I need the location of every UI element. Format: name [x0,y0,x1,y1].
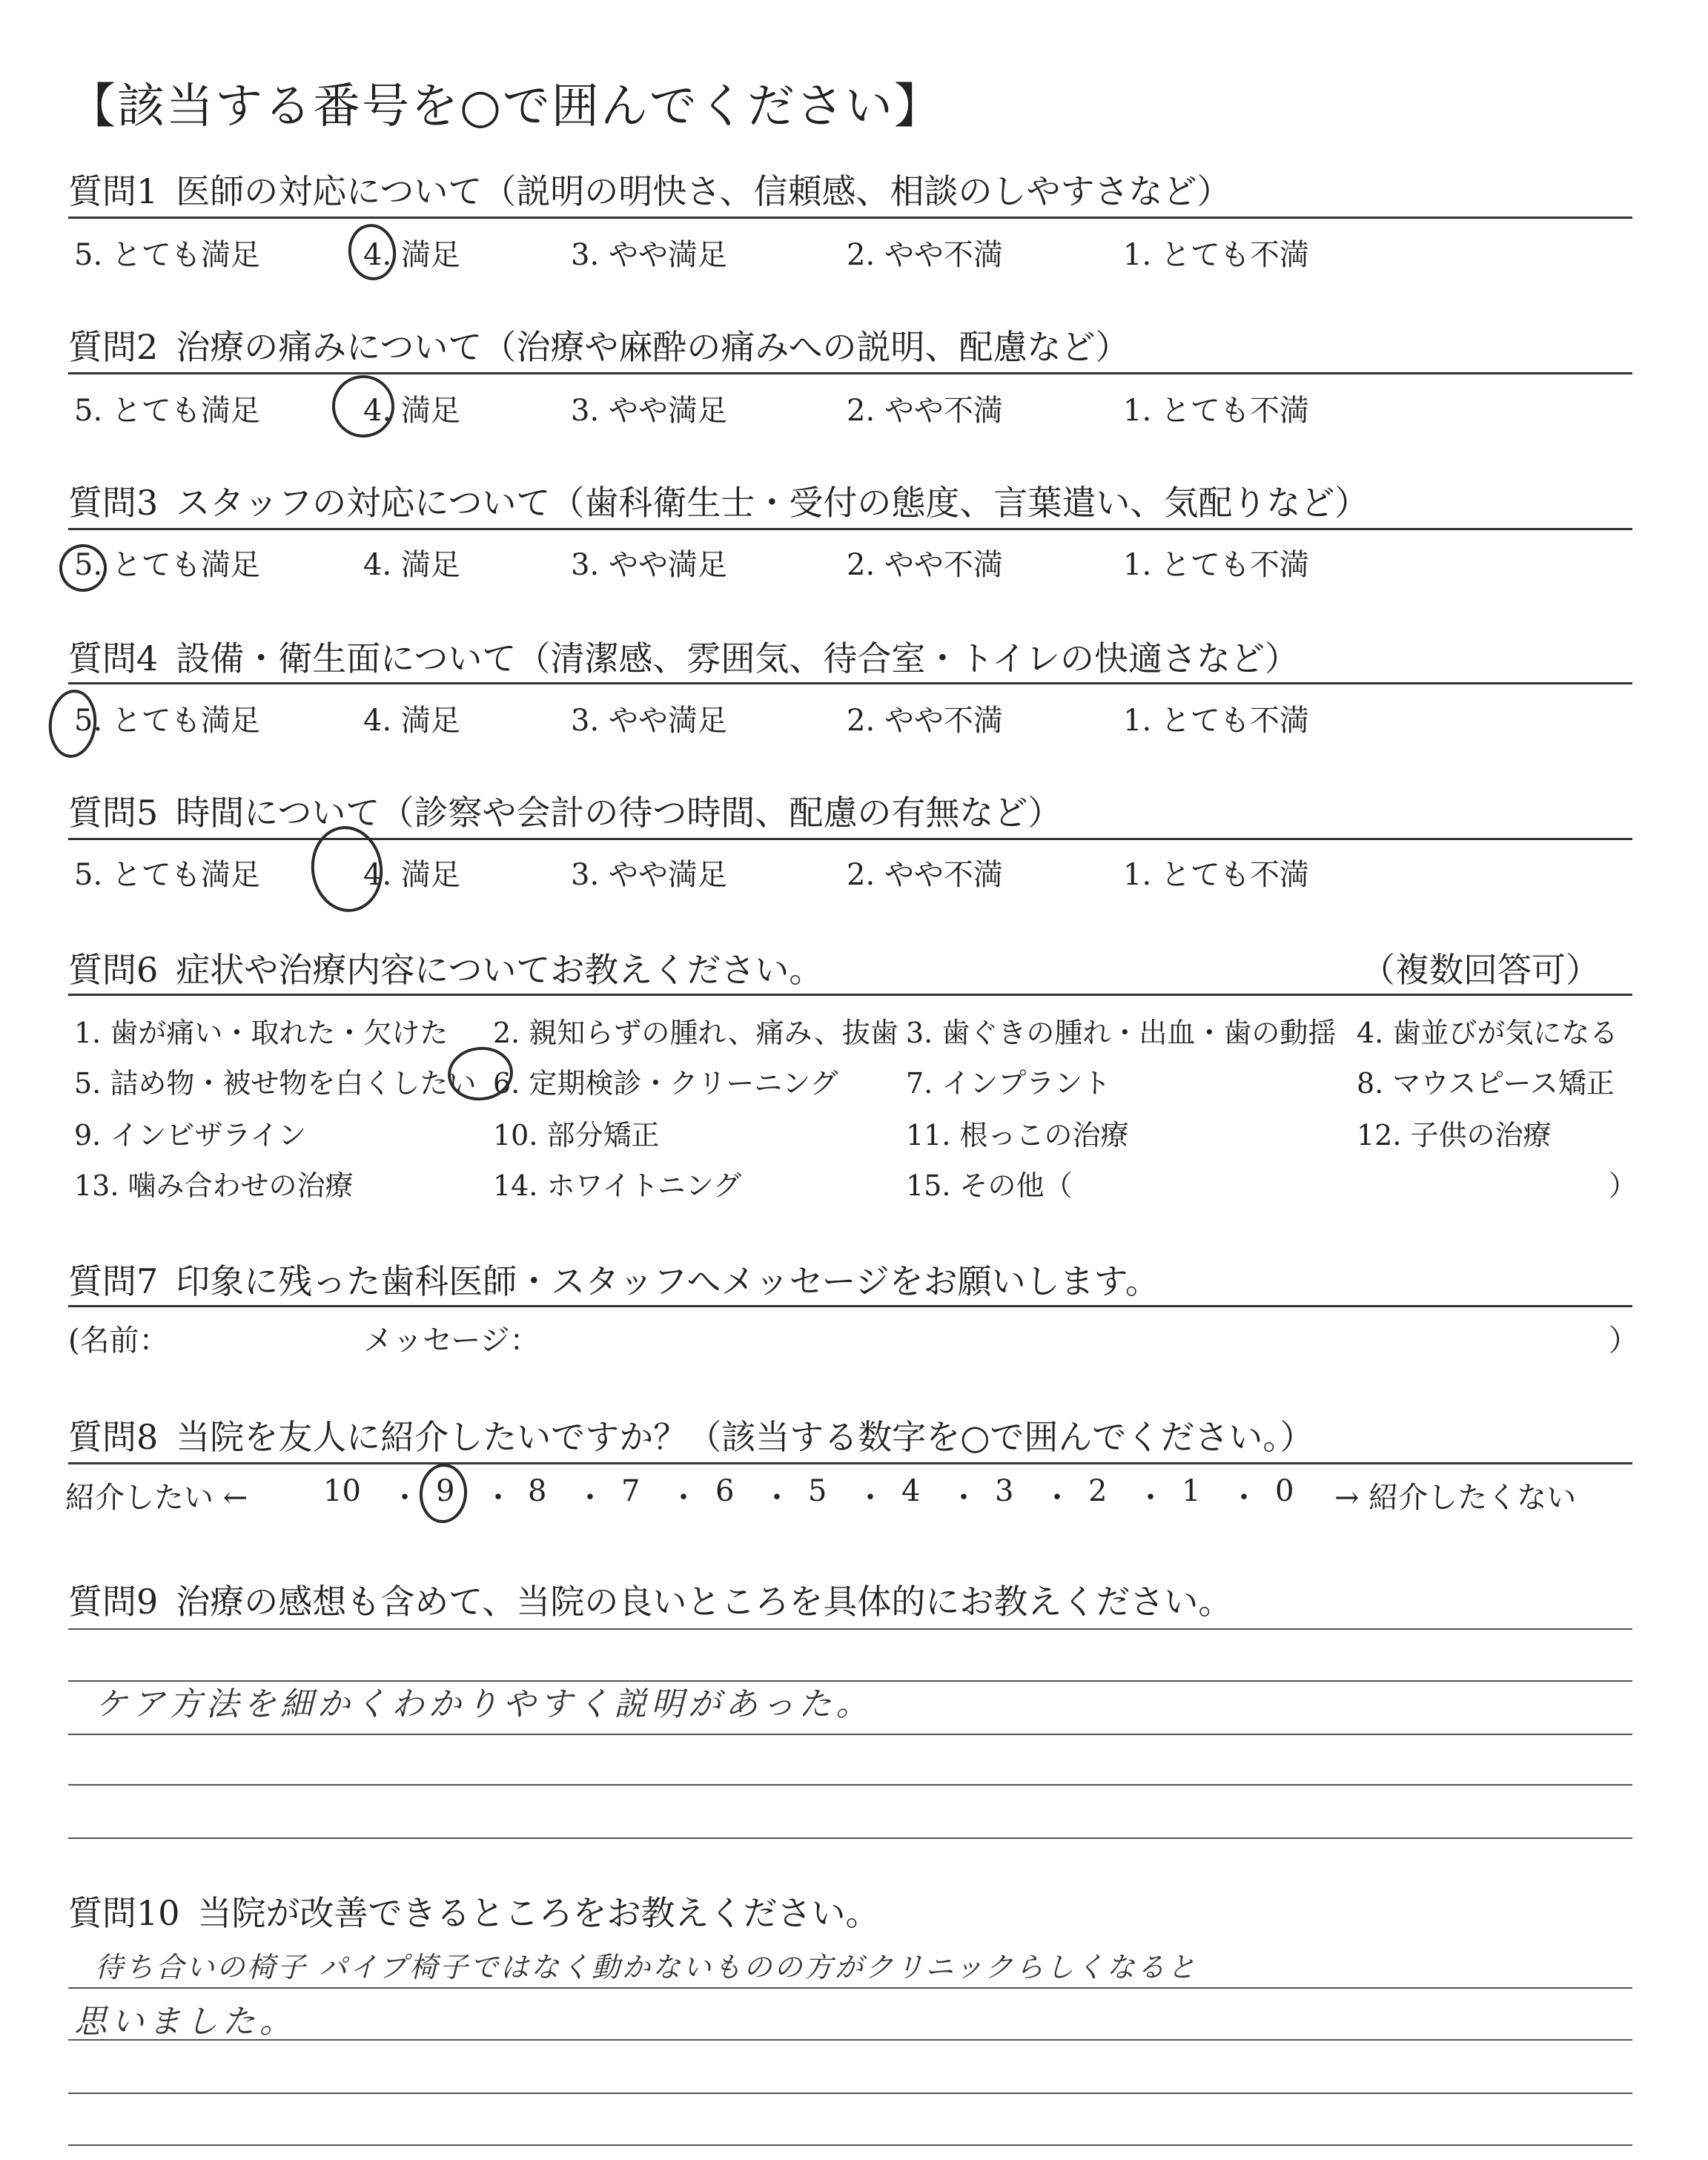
q6-option-10[interactable]: 10. 部分矯正 [493,1119,660,1152]
q3-option-1[interactable]: 1. とても不満 [1123,548,1309,582]
q8-heading [68,1410,1314,1459]
q8-left-label: 紹介したい ← [65,1481,248,1515]
q1-heading [68,165,1231,214]
q2-option-3[interactable]: 3. やや満足 [571,394,727,428]
q2-rule [68,372,1632,374]
q8-value-4[interactable]: 4 [901,1474,921,1508]
q2-heading [68,320,1129,369]
q9-number: 質問9 [68,1582,159,1622]
q5-option-3[interactable]: 3. やや満足 [571,858,727,892]
q7-message-label: メッセージ： [363,1324,540,1358]
q2-option-4[interactable]: 4. 満足 [363,394,460,428]
q4-rule [68,682,1632,684]
q8-sep: ・ [1042,1481,1072,1515]
q10-line-1 [68,1987,1632,1989]
q7-close-paren: ） [1609,1324,1638,1358]
q2-option-5[interactable]: 5. とても満足 [74,394,260,428]
q8-sep: ・ [949,1481,979,1515]
q4-option-3[interactable]: 3. やや満足 [571,704,727,738]
q6-option-15[interactable]: 15. その他（ [906,1169,1073,1202]
q6-option-3[interactable]: 3. 歯ぐきの腫れ・出血・歯の動揺 [906,1017,1337,1049]
q1-option-2[interactable]: 2. やや不満 [847,238,1003,272]
q7-heading [68,1255,1159,1304]
q8-value-7[interactable]: 7 [621,1474,640,1508]
q4-heading [68,632,1299,681]
q2-option-1[interactable]: 1. とても不満 [1123,394,1309,428]
q6-option-5[interactable]: 5. 詰め物・被せ物を白くしたい [74,1067,477,1100]
q10-line-2 [68,2039,1632,2041]
q10-answer-line-2[interactable]: 思いました。 [74,2003,297,2041]
q8-sep: ・ [669,1481,698,1515]
q1-option-3[interactable]: 3. やや満足 [571,238,727,272]
q8-value-10[interactable]: 10 [323,1474,361,1508]
q8-text: 当院を友人に紹介したいですか？（該当する数字を○で囲んでください。） [176,1417,1314,1457]
q4-option-2[interactable]: 2. やや不満 [847,704,1003,738]
q8-sep: ・ [1229,1481,1259,1515]
q10-text: 当院が改善できるところをお教えください。 [197,1893,880,1933]
q6-option-7[interactable]: 7. インプラント [906,1067,1111,1100]
q5-option-2[interactable]: 2. やや不満 [847,858,1003,892]
q8-number: 質問8 [68,1417,159,1457]
q6-number: 質問6 [68,950,159,990]
q1-option-1[interactable]: 1. とても不満 [1123,238,1309,272]
q6-option-1[interactable]: 1. 歯が痛い・取れた・欠けた [74,1017,448,1049]
q6-other-close: ） [1609,1169,1638,1202]
q8-value-8[interactable]: 8 [528,1474,547,1508]
q8-value-3[interactable]: 3 [995,1474,1014,1508]
q6-rule [68,994,1632,996]
q6-option-6[interactable]: 6. 定期検診・クリーニング [493,1067,838,1100]
q3-rule [68,528,1632,530]
q6-option-12[interactable]: 12. 子供の治療 [1357,1119,1552,1152]
q1-number: 質問1 [68,171,159,211]
q5-number: 質問5 [68,793,159,833]
q9-heading [68,1575,1232,1624]
q3-option-4[interactable]: 4. 満足 [363,548,460,582]
q8-sep: ・ [762,1481,792,1515]
q2-text: 治療の痛みについて（治療や麻酔の痛みへの説明、配慮など） [176,327,1130,367]
q1-text: 医師の対応について（説明の明快さ、信頼感、相談のしやすさなど） [176,171,1231,211]
q3-heading [68,476,1368,525]
q9-answer[interactable]: ケア方法を細かくわかりやすく説明があった。 [95,1685,873,1723]
q8-value-1[interactable]: 1 [1182,1474,1201,1508]
q10-line-3 [68,2093,1632,2094]
q6-option-8[interactable]: 8. マウスピース矯正 [1357,1067,1615,1100]
q5-option-5[interactable]: 5. とても満足 [74,858,260,892]
q8-sep: ・ [575,1481,605,1515]
q6-option-14[interactable]: 14. ホワイトニング [493,1169,742,1202]
q10-heading [68,1886,880,1935]
q8-value-9[interactable]: 9 [436,1474,455,1508]
q8-sep: ・ [855,1481,885,1515]
q1-option-5[interactable]: 5. とても満足 [74,238,260,272]
q7-text: 印象に残った歯科医師・スタッフへメッセージをお願いします。 [176,1261,1159,1301]
q7-rule [68,1305,1632,1307]
q6-text: 症状や治療内容についてお教えください。 [176,950,824,990]
q4-text: 設備・衛生面について（清潔感、雰囲気、待合室・トイレの快適さなど） [176,638,1300,678]
q5-option-1[interactable]: 1. とても不満 [1123,858,1309,892]
q3-number: 質問3 [68,483,159,523]
q7-name-label: (名前： [68,1324,169,1358]
q8-value-6[interactable]: 6 [715,1474,735,1508]
q3-option-5[interactable]: 5. とても満足 [74,548,260,582]
q9-line-3 [68,1734,1632,1735]
q5-text: 時間について（診察や会計の待つ時間、配慮の有無など） [176,793,1062,833]
q6-option-4[interactable]: 4. 歯並びが気になる [1357,1017,1618,1049]
q2-option-2[interactable]: 2. やや不満 [847,394,1003,428]
q4-option-5[interactable]: 5. とても満足 [74,704,260,738]
q10-line-4 [68,2144,1632,2146]
q3-text: スタッフの対応について（歯科衛生士・受付の態度、言葉遣い、気配りなど） [176,483,1369,523]
q9-text: 治療の感想も含めて、当院の良いところを具体的にお教えください。 [176,1582,1233,1622]
q8-sep: ・ [390,1481,420,1515]
q4-option-4[interactable]: 4. 満足 [363,704,460,738]
q1-rule [68,217,1632,219]
q10-answer-line-1[interactable]: 待ち合いの椅子 パイプ椅子ではなく動かないものの方がクリニックらしくなると [95,1951,1198,1984]
q6-option-9[interactable]: 9. インビザライン [74,1119,307,1152]
q10-number: 質問10 [68,1893,180,1933]
q8-sep: ・ [483,1481,513,1515]
q6-option-11[interactable]: 11. 根っこの治療 [906,1119,1129,1152]
q6-option-13[interactable]: 13. 噛み合わせの治療 [74,1169,354,1202]
q8-rule [68,1462,1632,1464]
q5-option-4[interactable]: 4. 満足 [363,858,460,892]
q2-number: 質問2 [68,327,159,367]
q3-option-2[interactable]: 2. やや不満 [847,548,1003,582]
q4-number: 質問4 [68,638,159,678]
q5-heading [68,786,1062,835]
q6-heading [68,943,823,992]
q8-scale [0,1474,1708,1519]
q8-sep: ・ [1136,1481,1165,1515]
q8-value-0[interactable]: 0 [1275,1474,1294,1508]
q8-value-5[interactable]: 5 [808,1474,827,1508]
q6-option-2[interactable]: 2. 親知らずの腫れ、痛み、抜歯 [493,1017,898,1049]
q9-line-1 [68,1628,1632,1630]
q9-line-4 [68,1784,1632,1786]
q8-right-label: → 紹介したくない [1334,1481,1577,1515]
page-title: 【該当する番号を○で囲んでください】 [68,79,943,134]
q7-number: 質問7 [68,1261,159,1301]
q8-value-2[interactable]: 2 [1088,1474,1108,1508]
q5-rule [68,838,1632,840]
q4-option-1[interactable]: 1. とても不満 [1123,704,1309,738]
q6-note: （複数回答可） [1361,950,1600,990]
q1-option-4[interactable]: 4. 満足 [363,238,460,272]
q9-line-5 [68,1837,1632,1839]
q3-option-3[interactable]: 3. やや満足 [571,548,727,582]
